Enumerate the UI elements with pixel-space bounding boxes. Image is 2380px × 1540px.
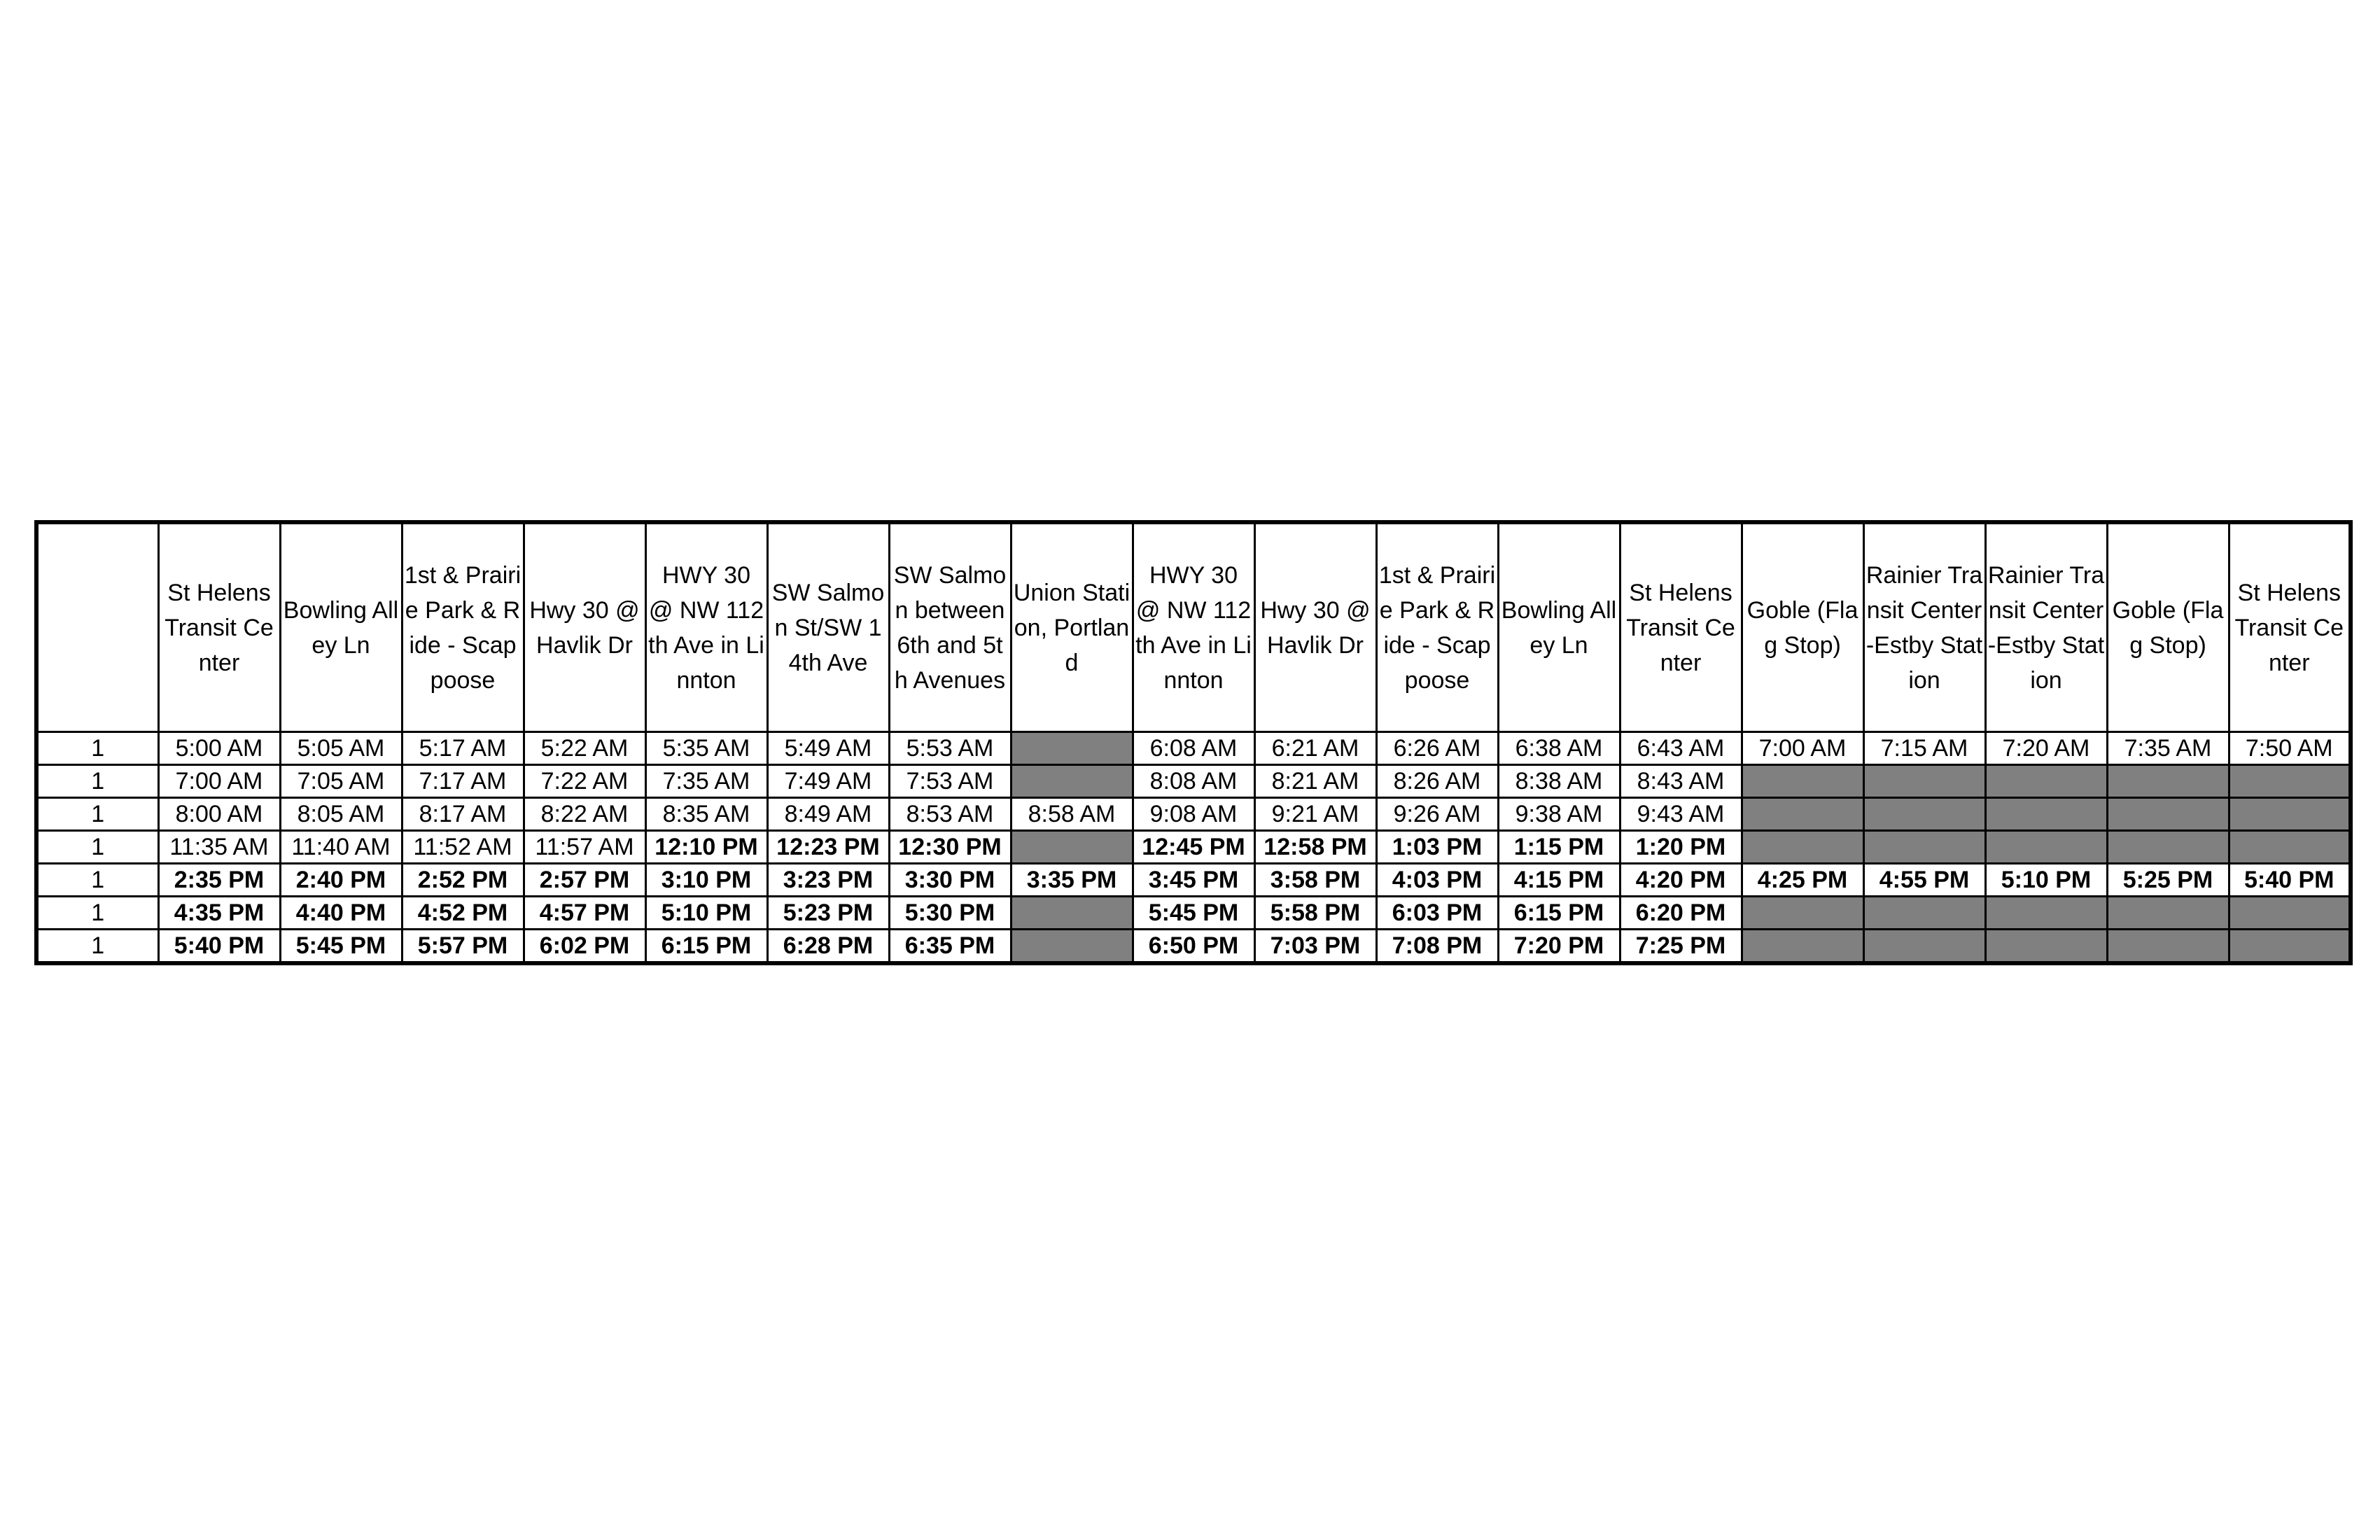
- no-service-cell: [2229, 765, 2351, 798]
- no-service-cell: [2229, 930, 2351, 964]
- time-cell: 3:45 PM: [1133, 864, 1254, 897]
- time-cell: 5:57 PM: [402, 930, 524, 964]
- time-cell: 12:45 PM: [1133, 831, 1254, 864]
- no-service-cell: [1863, 930, 1985, 964]
- time-cell: 4:25 PM: [1742, 864, 1863, 897]
- time-cell: 7:03 PM: [1254, 930, 1376, 964]
- no-service-cell: [1985, 930, 2107, 964]
- no-service-cell: [2107, 831, 2229, 864]
- time-cell: 6:28 PM: [767, 930, 889, 964]
- schedule-body: [36, 732, 2351, 964]
- time-cell: 7:15 AM: [1863, 732, 1985, 765]
- no-service-cell: [1985, 765, 2107, 798]
- table-row: [36, 765, 2351, 798]
- time-cell: 3:58 PM: [1254, 864, 1376, 897]
- time-cell: 7:53 AM: [889, 765, 1011, 798]
- time-cell: 2:57 PM: [524, 864, 645, 897]
- route-cell: 1: [36, 897, 158, 930]
- header-stop-5: HWY 30 @ NW 112th Ave in Linnton: [645, 522, 767, 732]
- time-cell: 5:40 PM: [2229, 864, 2351, 897]
- time-cell: 8:58 AM: [1011, 798, 1133, 831]
- time-cell: 5:30 PM: [889, 897, 1011, 930]
- table-row: [36, 831, 2351, 864]
- time-cell: 1:20 PM: [1620, 831, 1742, 864]
- no-service-cell: [2229, 798, 2351, 831]
- no-service-cell: [1011, 930, 1133, 964]
- time-cell: 3:30 PM: [889, 864, 1011, 897]
- header-stop-3: 1st & Prairie Park & Ride - Scappoose: [402, 522, 524, 732]
- time-cell: 8:05 AM: [280, 798, 402, 831]
- time-cell: 12:30 PM: [889, 831, 1011, 864]
- time-cell: 7:49 AM: [767, 765, 889, 798]
- table-row: [36, 798, 2351, 831]
- no-service-cell: [1985, 798, 2107, 831]
- schedule-table-container: [34, 520, 2348, 965]
- route-cell: 1: [36, 930, 158, 964]
- time-cell: 7:20 AM: [1985, 732, 2107, 765]
- time-cell: 4:55 PM: [1863, 864, 1985, 897]
- table-row: [36, 732, 2351, 765]
- time-cell: 8:21 AM: [1254, 765, 1376, 798]
- time-cell: 4:20 PM: [1620, 864, 1742, 897]
- time-cell: 4:15 PM: [1498, 864, 1620, 897]
- time-cell: 9:08 AM: [1133, 798, 1254, 831]
- time-cell: 6:43 AM: [1620, 732, 1742, 765]
- route-cell: 1: [36, 765, 158, 798]
- time-cell: 4:52 PM: [402, 897, 524, 930]
- time-cell: 6:08 AM: [1133, 732, 1254, 765]
- time-cell: 5:05 AM: [280, 732, 402, 765]
- header-stop-17: Goble (Flag Stop): [2107, 522, 2229, 732]
- time-cell: 11:52 AM: [402, 831, 524, 864]
- time-cell: 11:57 AM: [524, 831, 645, 864]
- time-cell: 7:35 AM: [2107, 732, 2229, 765]
- time-cell: 5:00 AM: [158, 732, 280, 765]
- no-service-cell: [1011, 732, 1133, 765]
- route-cell: 1: [36, 831, 158, 864]
- time-cell: 5:17 AM: [402, 732, 524, 765]
- time-cell: 12:58 PM: [1254, 831, 1376, 864]
- time-cell: 8:00 AM: [158, 798, 280, 831]
- time-cell: 7:50 AM: [2229, 732, 2351, 765]
- time-cell: 9:43 AM: [1620, 798, 1742, 831]
- no-service-cell: [2107, 765, 2229, 798]
- time-cell: 6:15 PM: [1498, 897, 1620, 930]
- route-cell: 1: [36, 864, 158, 897]
- time-cell: 8:38 AM: [1498, 765, 1620, 798]
- header-stop-1: St Helens Transit Center: [158, 522, 280, 732]
- time-cell: 4:03 PM: [1376, 864, 1498, 897]
- time-cell: 8:26 AM: [1376, 765, 1498, 798]
- header-stop-13: St Helens Transit Center: [1620, 522, 1742, 732]
- header-row: [36, 522, 2351, 732]
- time-cell: 8:43 AM: [1620, 765, 1742, 798]
- time-cell: 11:35 AM: [158, 831, 280, 864]
- time-cell: 6:21 AM: [1254, 732, 1376, 765]
- no-service-cell: [1985, 897, 2107, 930]
- header-route-cell: [36, 522, 158, 732]
- time-cell: 6:38 AM: [1498, 732, 1620, 765]
- time-cell: 2:35 PM: [158, 864, 280, 897]
- time-cell: 7:25 PM: [1620, 930, 1742, 964]
- time-cell: 5:10 PM: [1985, 864, 2107, 897]
- time-cell: 7:22 AM: [524, 765, 645, 798]
- header-stop-7: SW Salmon between 6th and 5th Avenues: [889, 522, 1011, 732]
- time-cell: 5:49 AM: [767, 732, 889, 765]
- time-cell: 7:05 AM: [280, 765, 402, 798]
- schedule-table: [34, 520, 2353, 965]
- time-cell: 6:35 PM: [889, 930, 1011, 964]
- time-cell: 6:50 PM: [1133, 930, 1254, 964]
- time-cell: 7:08 PM: [1376, 930, 1498, 964]
- no-service-cell: [1011, 831, 1133, 864]
- time-cell: 8:49 AM: [767, 798, 889, 831]
- no-service-cell: [1011, 765, 1133, 798]
- time-cell: 3:10 PM: [645, 864, 767, 897]
- no-service-cell: [1742, 831, 1863, 864]
- time-cell: 6:15 PM: [645, 930, 767, 964]
- time-cell: 12:10 PM: [645, 831, 767, 864]
- time-cell: 7:00 AM: [1742, 732, 1863, 765]
- time-cell: 7:35 AM: [645, 765, 767, 798]
- time-cell: 7:17 AM: [402, 765, 524, 798]
- time-cell: 11:40 AM: [280, 831, 402, 864]
- time-cell: 5:35 AM: [645, 732, 767, 765]
- time-cell: 8:17 AM: [402, 798, 524, 831]
- time-cell: 6:03 PM: [1376, 897, 1498, 930]
- header-stop-2: Bowling Alley Ln: [280, 522, 402, 732]
- time-cell: 5:53 AM: [889, 732, 1011, 765]
- time-cell: 5:58 PM: [1254, 897, 1376, 930]
- header-stop-4: Hwy 30 @ Havlik Dr: [524, 522, 645, 732]
- time-cell: 6:26 AM: [1376, 732, 1498, 765]
- route-cell: 1: [36, 798, 158, 831]
- time-cell: 9:38 AM: [1498, 798, 1620, 831]
- no-service-cell: [2229, 897, 2351, 930]
- time-cell: 6:20 PM: [1620, 897, 1742, 930]
- no-service-cell: [1011, 897, 1133, 930]
- header-stop-15: Rainier Transit Center-Estby Station: [1863, 522, 1985, 732]
- time-cell: 3:23 PM: [767, 864, 889, 897]
- header-stop-18: St Helens Transit Center: [2229, 522, 2351, 732]
- table-row: [36, 930, 2351, 964]
- time-cell: 8:53 AM: [889, 798, 1011, 831]
- time-cell: 5:25 PM: [2107, 864, 2229, 897]
- no-service-cell: [1863, 897, 1985, 930]
- time-cell: 3:35 PM: [1011, 864, 1133, 897]
- no-service-cell: [1742, 930, 1863, 964]
- time-cell: 9:21 AM: [1254, 798, 1376, 831]
- time-cell: 8:22 AM: [524, 798, 645, 831]
- header-stop-6: SW Salmon St/SW 14th Ave: [767, 522, 889, 732]
- header-stop-14: Goble (Flag Stop): [1742, 522, 1863, 732]
- time-cell: 5:22 AM: [524, 732, 645, 765]
- time-cell: 8:35 AM: [645, 798, 767, 831]
- no-service-cell: [2107, 798, 2229, 831]
- header-stop-11: 1st & Prairie Park & Ride - Scappoose: [1376, 522, 1498, 732]
- time-cell: 4:35 PM: [158, 897, 280, 930]
- time-cell: 9:26 AM: [1376, 798, 1498, 831]
- time-cell: 7:20 PM: [1498, 930, 1620, 964]
- time-cell: 2:52 PM: [402, 864, 524, 897]
- route-cell: 1: [36, 732, 158, 765]
- no-service-cell: [1863, 831, 1985, 864]
- time-cell: 5:10 PM: [645, 897, 767, 930]
- no-service-cell: [2229, 831, 2351, 864]
- time-cell: 5:23 PM: [767, 897, 889, 930]
- header-stop-8: Union Station, Portland: [1011, 522, 1133, 732]
- no-service-cell: [1985, 831, 2107, 864]
- table-row: [36, 897, 2351, 930]
- header-stop-16: Rainier Transit Center-Estby Station: [1985, 522, 2107, 732]
- time-cell: 4:57 PM: [524, 897, 645, 930]
- time-cell: 5:45 PM: [1133, 897, 1254, 930]
- time-cell: 1:15 PM: [1498, 831, 1620, 864]
- no-service-cell: [1742, 798, 1863, 831]
- time-cell: 2:40 PM: [280, 864, 402, 897]
- time-cell: 1:03 PM: [1376, 831, 1498, 864]
- time-cell: 6:02 PM: [524, 930, 645, 964]
- table-row: [36, 864, 2351, 897]
- no-service-cell: [2107, 930, 2229, 964]
- no-service-cell: [1863, 765, 1985, 798]
- header-stop-12: Bowling Alley Ln: [1498, 522, 1620, 732]
- time-cell: 5:45 PM: [280, 930, 402, 964]
- no-service-cell: [1742, 897, 1863, 930]
- time-cell: 4:40 PM: [280, 897, 402, 930]
- no-service-cell: [1742, 765, 1863, 798]
- time-cell: 12:23 PM: [767, 831, 889, 864]
- time-cell: 7:00 AM: [158, 765, 280, 798]
- no-service-cell: [2107, 897, 2229, 930]
- header-stop-9: HWY 30 @ NW 112th Ave in Linnton: [1133, 522, 1254, 732]
- time-cell: 5:40 PM: [158, 930, 280, 964]
- no-service-cell: [1863, 798, 1985, 831]
- time-cell: 8:08 AM: [1133, 765, 1254, 798]
- header-stop-10: Hwy 30 @ Havlik Dr: [1254, 522, 1376, 732]
